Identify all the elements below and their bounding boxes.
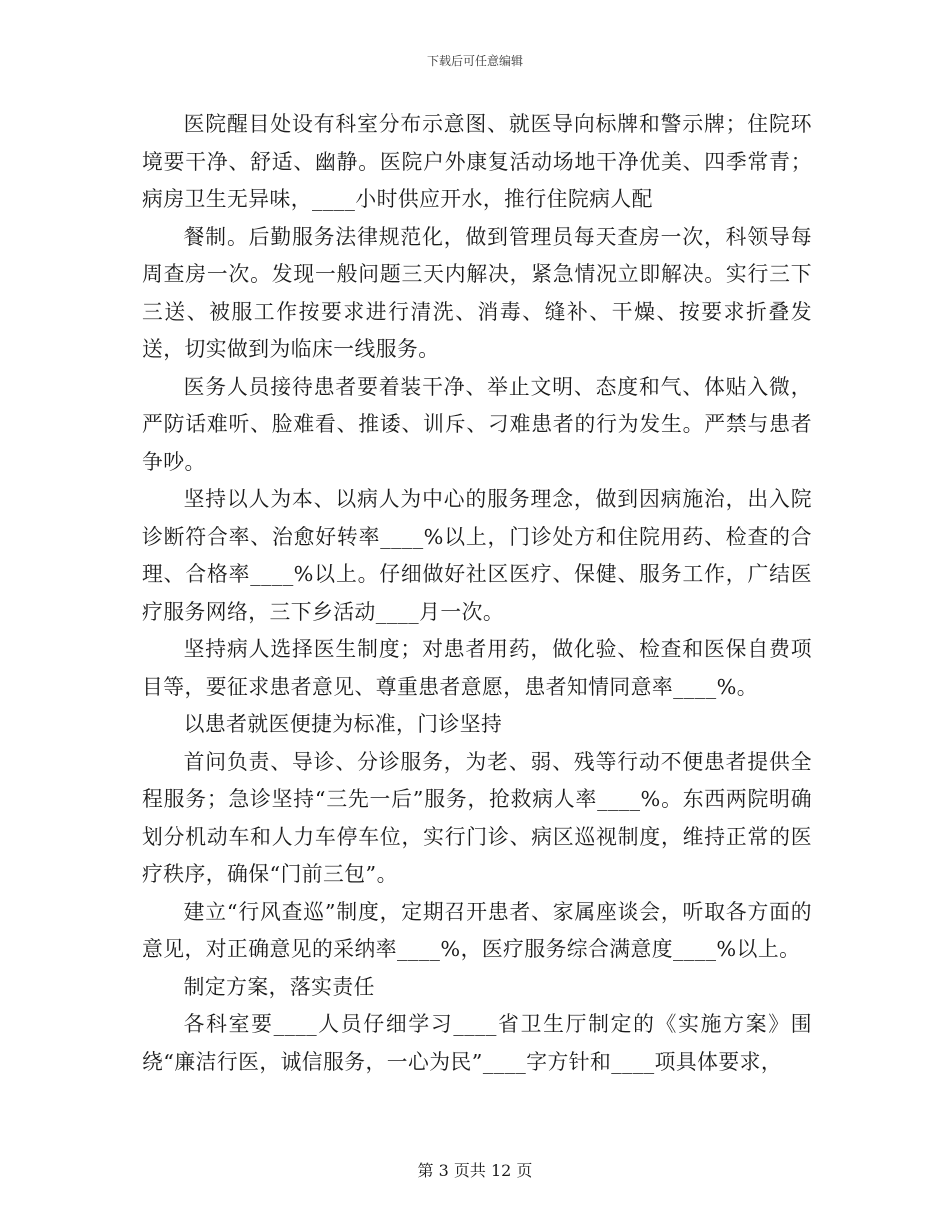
- page-header: 下载后可任意编辑: [426, 54, 523, 68]
- page-footer: 第 3 页共 12 页: [417, 1161, 533, 1180]
- paragraph-3: 医务人员接待患者要着装干净、举止文明、态度和气、体贴入微，严防话难听、脸难看、推诿、训斥、刁难患者的行为发生。严禁与患者争吵。: [142, 374, 812, 474]
- paragraph-10: 各科室要____人员仔细学习____省卫生厅制定的《实施方案》围绕“廉洁行医，诚信服务，一心为民”____字方针和____项具体要求，: [142, 1012, 812, 1074]
- paragraph-2: 餐制。后勤服务法律规范化，做到管理员每天查房一次，科领导每周查房一次。发现一般问题三天内解决，紧急情况立即解决。实行三下三送、被服工作按要求进行清洗、消毒、缝补、干燥、按要求折叠发送，切实做到为临床一线服务。: [142, 224, 812, 361]
- document-body: [142, 106, 812, 1081]
- paragraph-8: 建立“行风查巡”制度，定期召开患者、家属座谈会，听取各方面的意见，对正确意见的采纳率____%，医疗服务综合满意度____%以上。: [142, 899, 812, 961]
- paragraph-9: 制定方案，落实责任: [183, 974, 375, 999]
- paragraph-5: 坚持病人选择医生制度；对患者用药，做化验、检查和医保自费项目等，要征求患者意见、尊重患者意愿，患者知情同意率____%。: [142, 637, 812, 699]
- paragraph-7: 首问负责、导诊、分诊服务，为老、弱、残等行动不便患者提供全程服务；急诊坚持“三先一后”服务，抢救病人率____%。东西两院明确划分机动车和人力车停车位，实行门诊、病区巡视制度，维持正常的医疗秩序，确保“门前三包”。: [142, 749, 812, 886]
- paragraph-4: 坚持以人为本、以病人为中心的服务理念，做到因病施治，出入院诊断符合率、治愈好转率____%以上，门诊处方和住院用药、检查的合理、合格率____%以上。仔细做好社区医疗、保健、服务工作，广结医疗服务网络，三下乡活动____月一次。: [142, 487, 812, 624]
- paragraph-1: 医院醒目处设有科室分布示意图、就医导向标牌和警示牌；住院环境要干净、舒适、幽静。医院户外康复活动场地干净优美、四季常青；病房卫生无异味，____小时供应开水，推行住院病人配: [142, 112, 812, 211]
- paragraph-6: 以患者就医便捷为标准，门诊坚持: [183, 712, 503, 736]
